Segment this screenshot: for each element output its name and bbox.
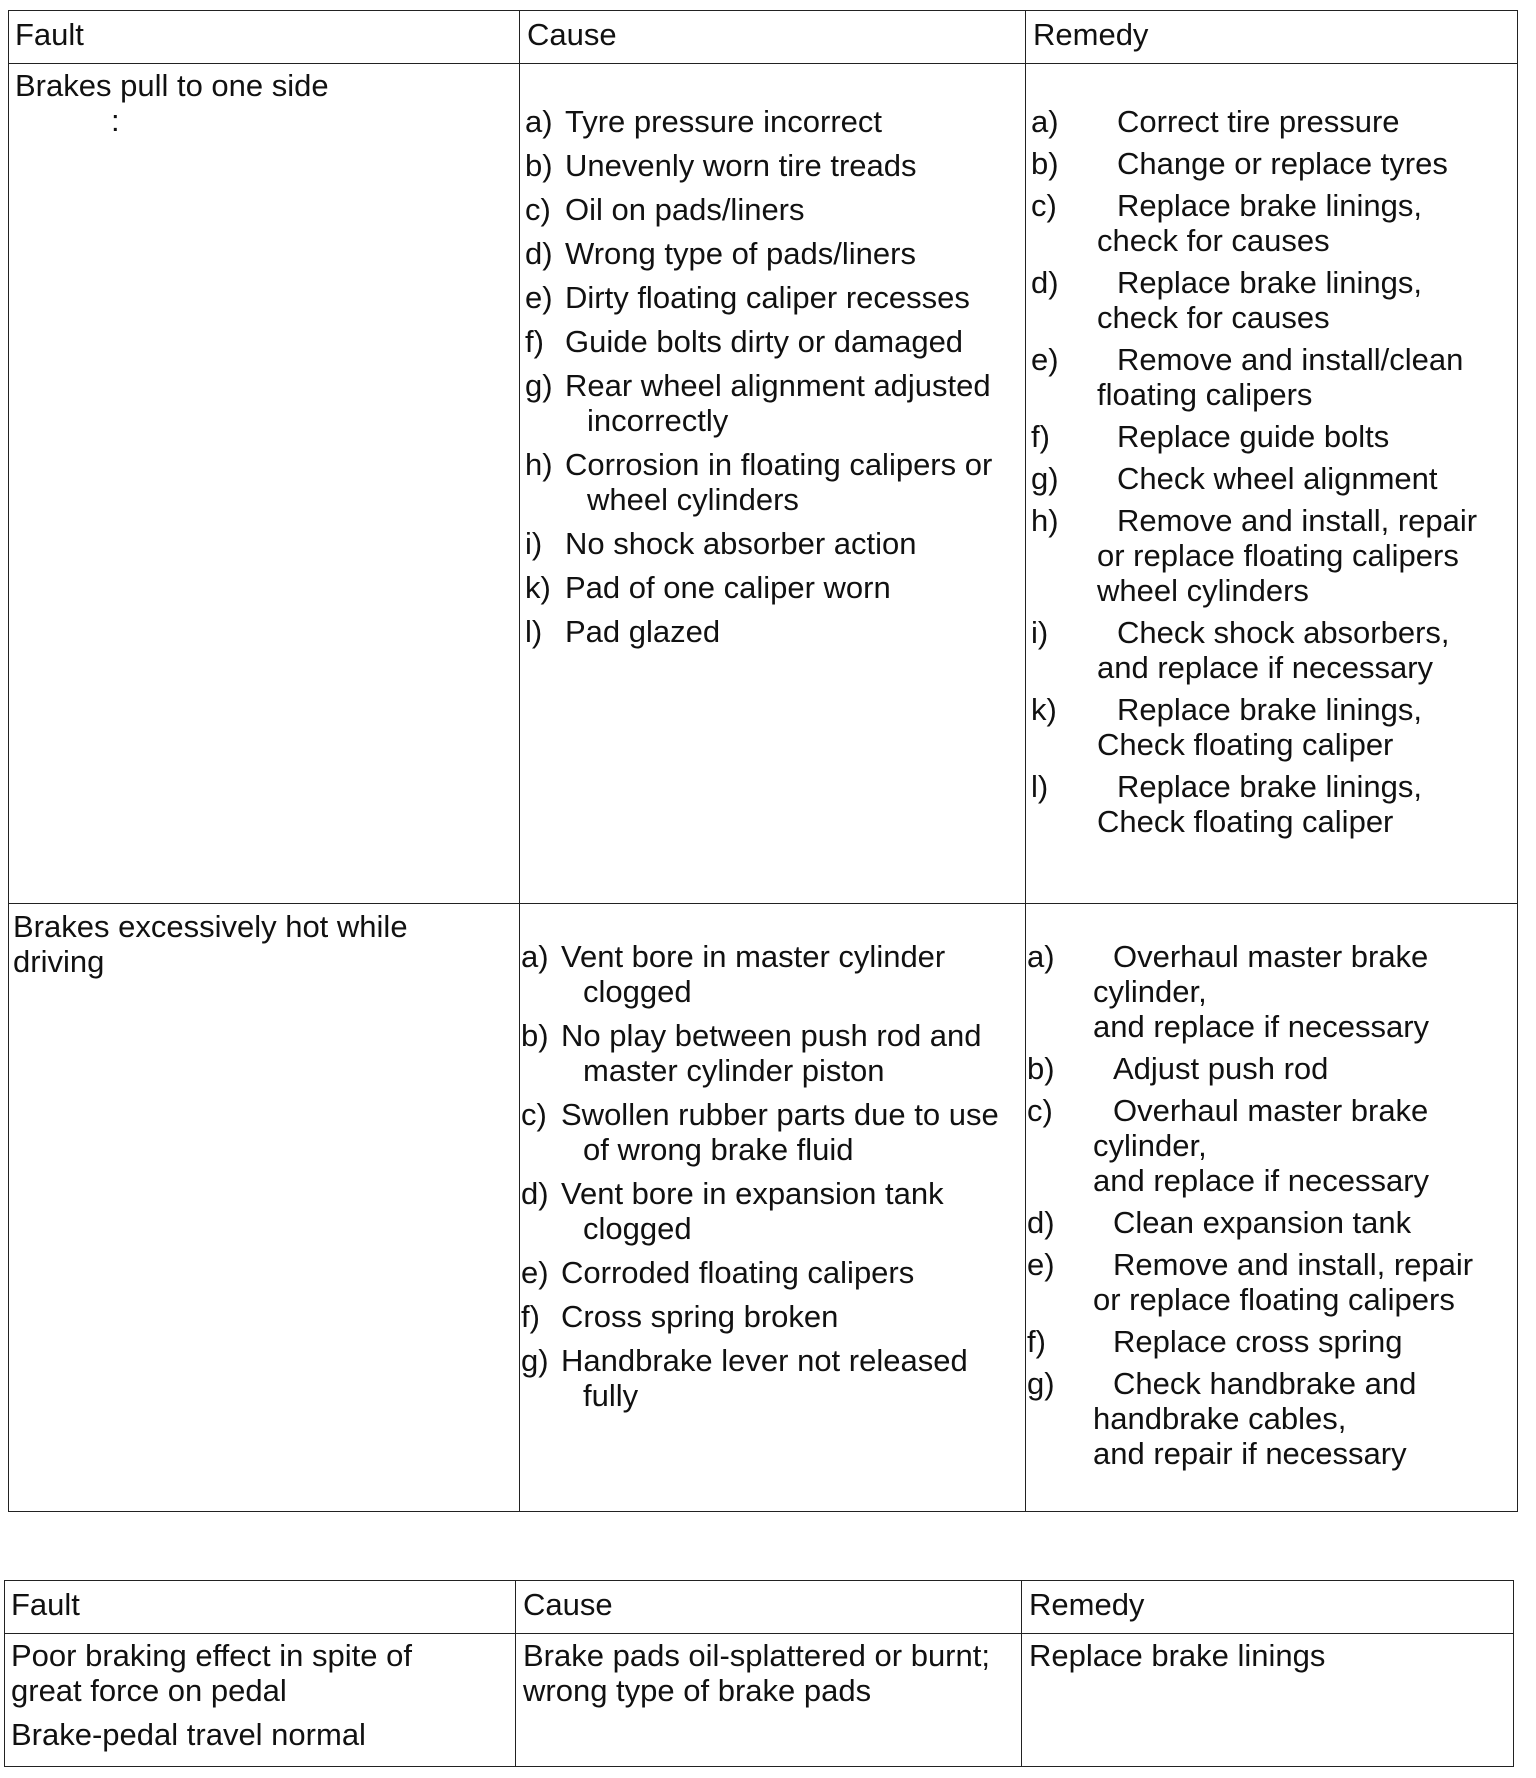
header-cause: Cause [527,17,617,52]
list-item: i) Check shock absorbers, and replace if necessary [1031,615,1450,685]
list-item: f) Replace cross spring [1027,1324,1403,1359]
list-item: c) Overhaul master brake cylinder, and replace if necessary [1027,1093,1430,1198]
column-divider [519,11,520,1511]
fault-text: Brakes pull to one side [15,68,329,103]
list-item: c) Swollen rubber parts due to use of wrong brake fluid [521,1097,999,1167]
header-cause: Cause [523,1587,613,1622]
remedy-cell: Replace brake linings [1029,1638,1326,1673]
list-item: b) No play between push rod and master cylinder piston [521,1018,982,1088]
list-item: e) Corroded floating calipers [521,1255,915,1290]
list-item: d) Wrong type of pads/liners [525,236,916,271]
list-item: g) Check wheel alignment [1031,461,1438,496]
list-item: b) Change or replace tyres [1031,146,1448,181]
fault-cell [15,68,505,138]
column-divider [515,1581,516,1766]
list-item: e) Remove and install, repair or replace floating calipers [1027,1247,1474,1317]
list-item: b) Unevenly worn tire treads [525,148,917,183]
fault-text: Brake-pedal travel normal [11,1717,366,1752]
list-item: h) Remove and install, repair or replace floating calipers wheel cylinders [1031,503,1478,608]
fault-table-2 [4,1580,1514,1767]
list-item: f) Replace guide bolts [1031,419,1390,454]
list-item: l) Replace brake linings, Check floating caliper [1031,769,1423,839]
list-item: g) Handbrake lever not released fully [521,1343,968,1413]
list-item: a) Vent bore in master cylinder clogged [521,939,946,1009]
cause-list [521,939,1019,1422]
list-item: e) Remove and install/clean floating calipers [1031,342,1464,412]
header-remedy: Remedy [1033,17,1149,52]
header-fault: Fault [11,1587,80,1622]
column-divider [1021,1581,1022,1766]
fault-cell [13,909,483,979]
fault-text: Brakes excessively hot while driving [13,909,408,979]
list-item: b) Adjust push rod [1027,1051,1329,1086]
header-fault: Fault [15,17,84,52]
list-item: c) Oil on pads/liners [525,192,805,227]
list-item: g) Check handbrake and handbrake cables, and repair if necessary [1027,1366,1417,1471]
fault-text: Poor braking effect in spite of great force on pedal [11,1638,412,1708]
list-item: d) Clean expansion tank [1027,1205,1412,1240]
cause-cell: Brake pads oil-splattered or burnt; wrong type of brake pads [523,1638,990,1708]
list-item: f) Cross spring broken [521,1299,839,1334]
fault-cell [11,1638,481,1752]
column-divider [1025,11,1026,1511]
cause-list [525,104,1019,658]
remedy-list [1027,939,1515,1478]
list-item: l) Pad glazed [525,614,721,649]
stray-mark: : [111,103,120,138]
list-item: k) Pad of one caliper worn [525,570,891,605]
list-item: g) Rear wheel alignment adjusted incorrectly [525,368,991,438]
remedy-list [1031,104,1515,846]
list-item: a) Overhaul master brake cylinder, and replace if necessary [1027,939,1430,1044]
list-item: a) Correct tire pressure [1031,104,1400,139]
list-item: d) Replace brake linings, check for causes [1031,265,1423,335]
list-item: i) No shock absorber action [525,526,917,561]
list-item: e) Dirty floating caliper recesses [525,280,970,315]
list-item: k) Replace brake linings, Check floating caliper [1031,692,1423,762]
row-divider [9,903,1517,904]
header-divider [5,1633,1513,1634]
list-item: f) Guide bolts dirty or damaged [525,324,964,359]
header-remedy: Remedy [1029,1587,1145,1622]
list-item: a) Tyre pressure incorrect [525,104,882,139]
header-divider [9,63,1517,64]
list-item: c) Replace brake linings, check for causes [1031,188,1423,258]
list-item: h) Corrosion in floating calipers or wheel cylinders [525,447,993,517]
list-item: d) Vent bore in expansion tank clogged [521,1176,944,1246]
fault-table-1 [8,10,1518,1512]
